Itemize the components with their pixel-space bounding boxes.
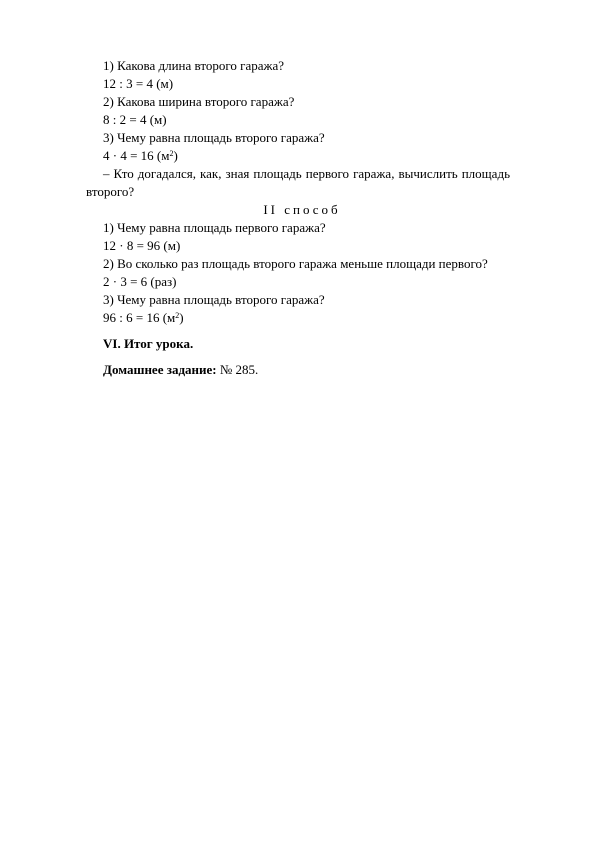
method2-answer-3-exponent: 2 xyxy=(175,311,180,320)
method1-answer-1: 12 : 3 = 4 (м) xyxy=(103,76,174,91)
method2-question-3: 3) Чему равна площадь второго гаража? xyxy=(103,292,325,307)
method1-answer-3-end: ) xyxy=(173,148,178,163)
homework-value: № 285. xyxy=(216,362,259,377)
method2-question-1: 1) Чему равна площадь первого гаража? xyxy=(103,220,326,235)
method1-answer-3-main: 4 · 4 = 16 (м xyxy=(103,148,170,163)
section-vi-heading: VI. Итог урока. xyxy=(103,336,194,351)
document-content xyxy=(86,57,510,379)
method2-answer-3-main: 96 : 6 = 16 (м xyxy=(103,310,176,325)
teacher-question-paragraph: – Кто догадался, как, зная площадь первого гаража, вычислить площадь второго? xyxy=(86,166,510,199)
method1-answer-3 xyxy=(86,147,510,165)
method2-answer-2: 2 · 3 = 6 (раз) xyxy=(103,274,177,289)
method1-question-2: 2) Какова ширина второго гаража? xyxy=(103,94,295,109)
homework-label: Домашнее задание: xyxy=(103,362,217,377)
method1-question-3: 3) Чему равна площадь второго гаража? xyxy=(103,130,325,145)
method2-question-2: 2) Во сколько раз площадь второго гаража меньше площади первого? xyxy=(103,256,488,271)
method1-answer-2: 8 : 2 = 4 (м) xyxy=(103,112,167,127)
homework-line xyxy=(86,361,510,379)
method2-answer-3-end: ) xyxy=(179,310,184,325)
method1-question-1: 1) Какова длина второго гаража? xyxy=(103,58,285,73)
method2-answer-1: 12 · 8 = 96 (м) xyxy=(103,238,181,253)
method2-heading: II способ xyxy=(263,202,341,217)
method2-answer-3 xyxy=(86,309,510,327)
method1-answer-3-exponent: 2 xyxy=(169,149,174,158)
